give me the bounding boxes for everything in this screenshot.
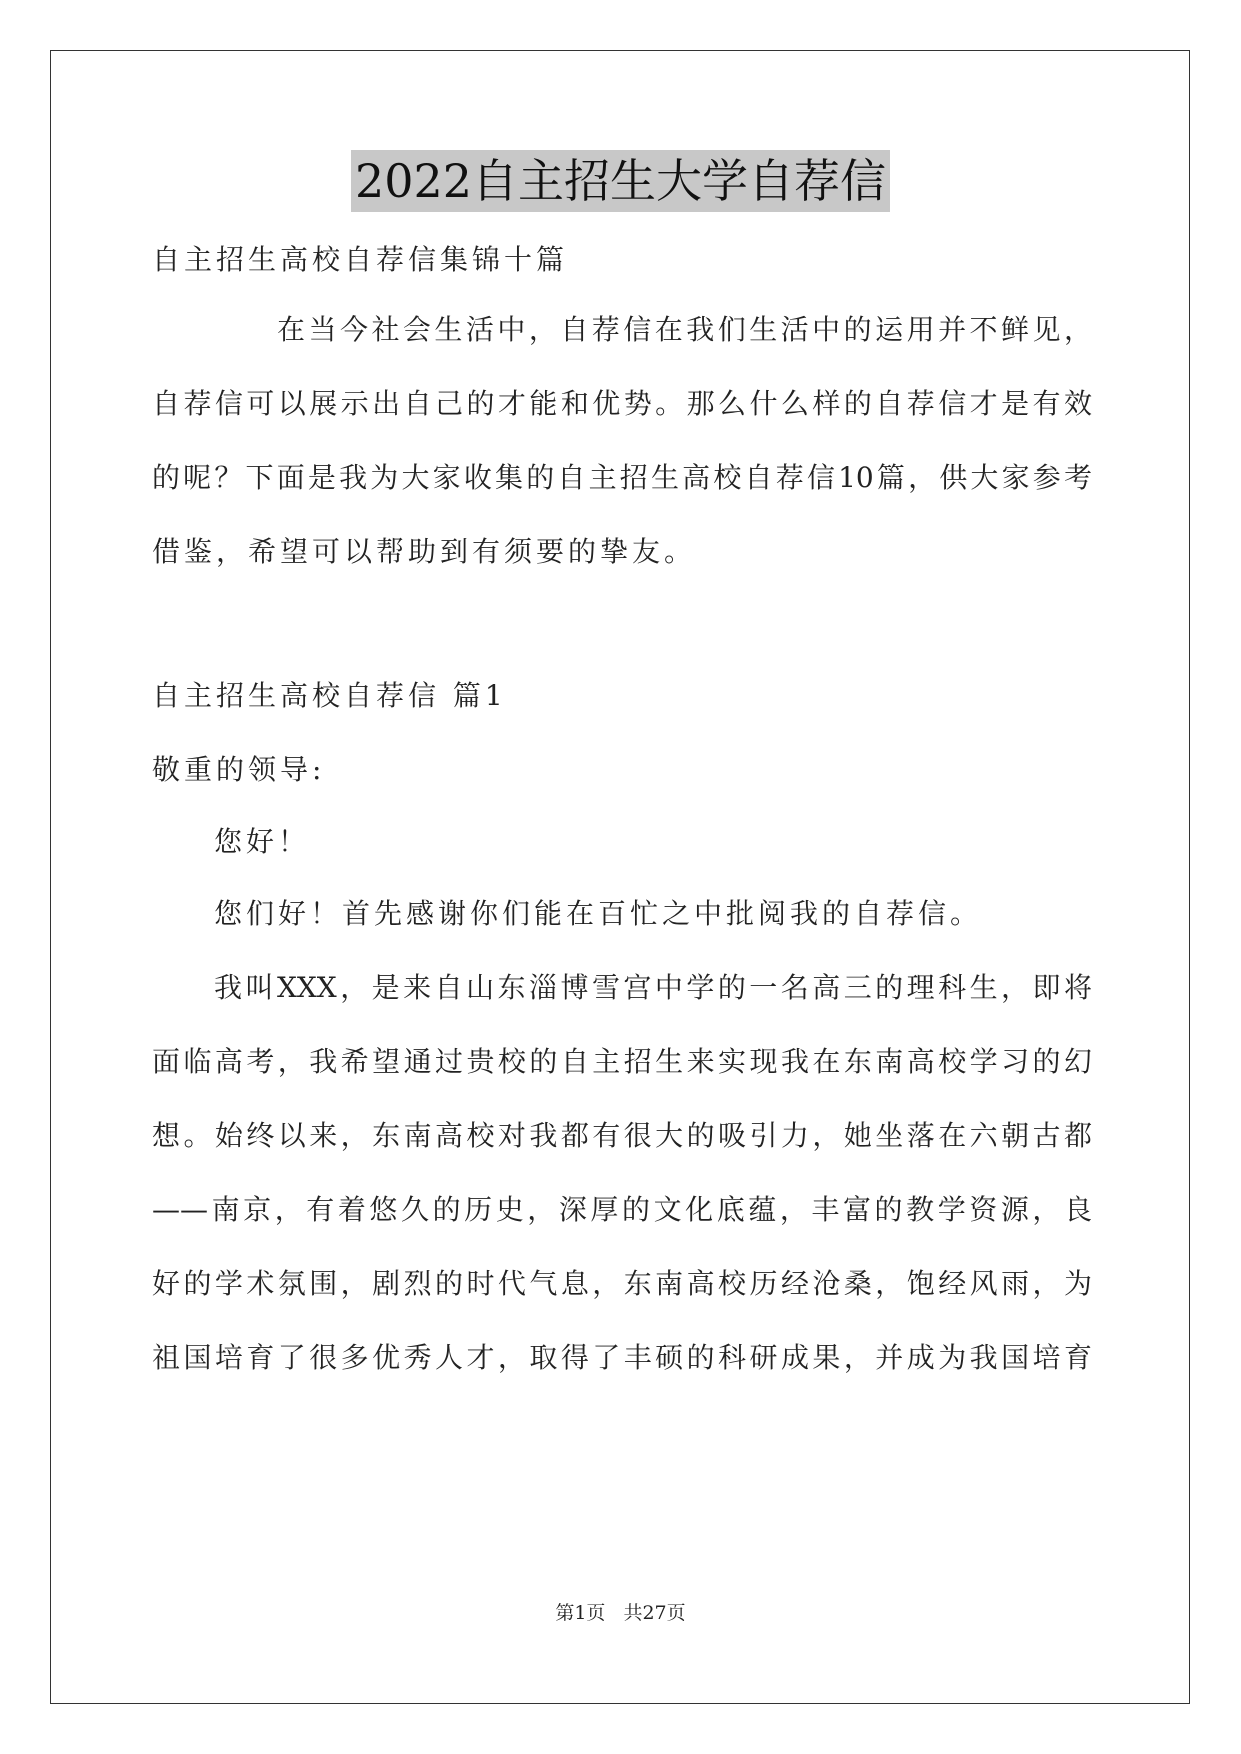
page-border: [50, 50, 1190, 1704]
intro-line-4: 借鉴，希望可以帮助到有须要的挚友。: [152, 535, 697, 568]
page-total: 共27页: [623, 1602, 686, 1624]
page-number: 第1页: [555, 1602, 606, 1624]
page-footer: [0, 1600, 1241, 1626]
body-line-4: ——南京，有着悠久的历史，深厚的文化底蕴，丰富的教学资源，良: [152, 1193, 1092, 1226]
salutation: 敬重的领导:: [152, 753, 326, 786]
intro-line-2: 自荐信可以展示出自己的才能和优势。那么什么样的自荐信才是有效: [152, 387, 1092, 420]
opening-line: 您们好！首先感谢你们能在百忙之中批阅我的自荐信。: [214, 897, 983, 930]
intro-line-1: 在当今社会生活中，自荐信在我们生活中的运用并不鲜见，: [277, 313, 1092, 346]
body-line-6: 祖国培育了很多优秀人才，取得了丰硕的科研成果，并成为我国培育: [152, 1341, 1092, 1374]
section-heading: 自主招生高校自荐信 篇1: [152, 679, 507, 712]
body-line-5: 好的学术氛围，剧烈的时代气息，东南高校历经沧桑，饱经风雨，为: [152, 1267, 1092, 1300]
subtitle: 自主招生高校自荐信集锦十篇: [152, 243, 569, 276]
title-container: [0, 150, 1241, 212]
body-line-2: 面临高考，我希望通过贵校的自主招生来实现我在东南高校学习的幻: [152, 1045, 1092, 1078]
body-line-1: 我叫XXX，是来自山东淄博雪宫中学的一名高三的理科生，即将: [214, 971, 1092, 1004]
body-line-3: 想。始终以来，东南高校对我都有很大的吸引力，她坐落在六朝古都: [152, 1119, 1092, 1152]
greeting: 您好！: [214, 825, 311, 858]
intro-line-3: 的呢？下面是我为大家收集的自主招生高校自荐信10篇，供大家参考: [152, 461, 1092, 494]
document-title: 2022自主招生大学自荐信: [351, 150, 890, 212]
